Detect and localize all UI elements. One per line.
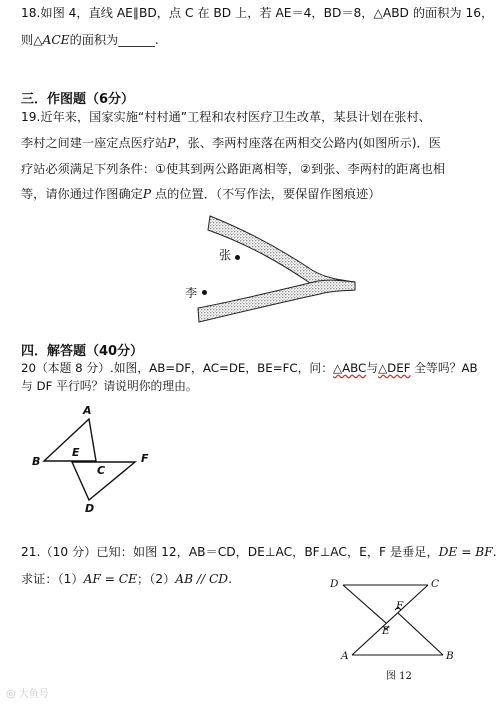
watermark	[6, 688, 49, 700]
q21-label-c: C	[431, 578, 440, 590]
q19-line4-pre: 等，请你通过作图确定	[21, 187, 143, 201]
q19-point-p2: P	[142, 187, 152, 201]
q19-line1: 19.近年来，国家实施“村村通”工程和农村医疗卫生改革，某县计划在张村、	[21, 110, 431, 124]
q21-label-d: D	[330, 578, 339, 590]
q19-point-p: P	[167, 136, 176, 150]
q21-line1-end: .	[492, 545, 497, 559]
watermark-text: 大鱼号	[18, 689, 49, 700]
q21-de-eq-bf: DE = BF	[438, 545, 493, 559]
q20-line2: 与 DF 平行吗？请说明你的理由。	[21, 379, 198, 393]
q21-line1-pre: 21.（10 分）已知：如图 12，AB＝CD，DE⊥AC，BF⊥AC，E，F 是垂足，	[21, 545, 439, 559]
q18-line1: 18.如图 4，直线 AE∥BD，点 C 在 BD 上，若 AE＝4，BD＝8，△ABD 的面积为 16，	[21, 6, 494, 20]
q21-proof2: AB // CD	[175, 572, 229, 586]
q21-segment-ac	[352, 585, 428, 655]
q20-label-a: A	[83, 404, 92, 417]
q20-mid: 与	[366, 361, 379, 375]
q20-line1-pre: 20（本题 8 分）.如图，AB=DF，AC=DE，BE=FC，问：	[21, 361, 334, 375]
q21-proof-prefix: 求证：（1）	[21, 572, 84, 586]
q20-triangle-abc: △ABC	[333, 361, 367, 375]
q19-line4-post: 点的位置．（不写作法，要保留作图痕迹）	[151, 187, 381, 201]
q19-line2-post: ，张、李两村座落在两相交公路内(如图所示)．医	[175, 136, 441, 150]
q20-line1-post: 全等吗？AB	[410, 361, 478, 375]
q18-triangle-ace: △ACE	[33, 33, 70, 47]
q21-label-e: E	[382, 625, 390, 637]
q18-line2-pre: 则	[21, 33, 34, 47]
q20-triangle-def: △DEF	[378, 361, 411, 375]
q19-line3: 疗站必须满足下列条件：①使其到两公路距离相等，②到张、李两村的距离也相	[21, 162, 446, 176]
q21-label-b: B	[446, 650, 454, 662]
q21-proof-end: .	[228, 572, 232, 586]
q21-proof1: AF = CE	[83, 572, 138, 586]
q20-label-c: C	[97, 464, 106, 477]
q21-label-a: A	[341, 650, 349, 662]
q19-line2-pre: 李村之间建一座定点医疗站	[21, 136, 168, 150]
q20-label-e: E	[72, 446, 80, 459]
section3-heading: 三．作图题（6分）	[21, 92, 135, 107]
q21-label-f: F	[396, 600, 404, 612]
zhang-village-label: 张	[219, 248, 232, 262]
q20-label-f: F	[141, 452, 149, 465]
section4-heading: 四．解答题（40分）	[21, 344, 144, 359]
q20-label-d: D	[85, 502, 95, 515]
q21-proof-sep: ；（2）	[137, 572, 176, 586]
q18-line2-post: 的面积为______.	[69, 33, 159, 47]
q21-figure-caption: 图 12	[386, 671, 412, 682]
watermark-logo-icon: ◎	[6, 687, 16, 700]
li-village-label: 李	[185, 286, 198, 300]
q20-label-b: B	[32, 455, 41, 468]
q21-segment-de	[343, 585, 386, 623]
q21-segment-bf	[398, 613, 443, 655]
